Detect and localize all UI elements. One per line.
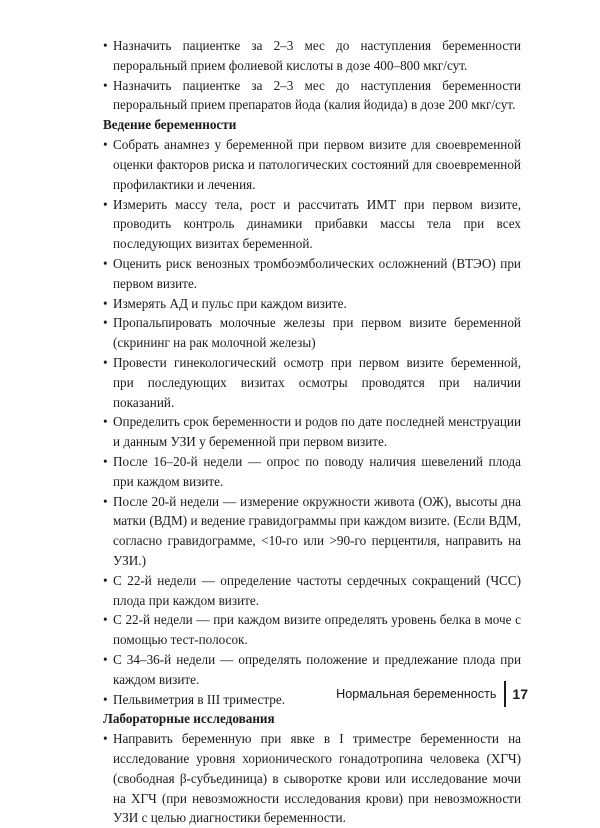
list-item: • Определить срок беременности и родов по дате последней менструации и данным УЗИ у беременной при первом визите. bbox=[103, 412, 521, 452]
list-item: • После 16–20-й недели — опрос по поводу наличия шевелений плода при каждом визите. bbox=[103, 452, 521, 492]
section-heading-lab-tests: Лабораторные исследования bbox=[103, 711, 275, 727]
list-item: • Измерять АД и пульс при каждом визите. bbox=[103, 294, 521, 314]
running-title: Нормальная беременность bbox=[336, 687, 497, 701]
list-item: • С 22-й недели — определение частоты сердечных сокращений (ЧСС) плода при каждом визите. bbox=[103, 571, 521, 611]
list-item: • С 34–36-й недели — определять положение и предлежание плода при каждом визите. bbox=[103, 650, 521, 690]
list-item: • Назначить пациентке за 2–3 мес до наступления беременности пероральный прием препаратов йода (калия йодида) в дозе 200 мкг/сут. bbox=[103, 76, 521, 116]
list-item: • Оценить риск венозных тромбоэмболических осложнений (ВТЭО) при первом визите. bbox=[103, 254, 521, 294]
list-item: • Направить беременную при явке в I триместре беременности на исследование уровня хорионического гонадотропина человека (ХГЧ) (свободная β-субъединица) в сыворотке крови или исследование мочи на ХГЧ (при невозможности исследования крови) при невозможности УЗИ с целью диагностики беременности. bbox=[103, 729, 521, 828]
page-number: 17 bbox=[512, 686, 528, 702]
intro-list bbox=[103, 36, 521, 115]
list-item: • Пельвиметрия в III триместре. bbox=[103, 690, 521, 710]
list-item: • Собрать анамнез у беременной при первом визите для своевременной оценки факторов риска и патологических состояний для своевременной профилактики и лечения. bbox=[103, 135, 521, 194]
list-item: • С 22-й недели — при каждом визите определять уровень белка в моче с помощью тест-полосок. bbox=[103, 610, 521, 650]
list-item: • Пропальпировать молочные железы при первом визите беременной (скрининг на рак молочной железы) bbox=[103, 313, 521, 353]
list-item: • Измерить массу тела, рост и рассчитать ИМТ при первом визите, проводить контроль динамики прибавки массы тела при всех последующих визитах беременной. bbox=[103, 195, 521, 254]
list-item: • Провести гинекологический осмотр при первом визите беременной, при последующих визитах осмотры проводятся при наличии показаний. bbox=[103, 353, 521, 412]
list-item: • После 20-й недели — измерение окружности живота (ОЖ), высоты дна матки (ВДМ) и ведение гравидограммы при каждом визите. (Если ВДМ, согласно гравидограмме, <10-го или >90-го перцентиля, направить на УЗИ.) bbox=[103, 492, 521, 571]
section-heading-pregnancy-management: Ведение беременности bbox=[103, 117, 237, 133]
lab-tests-list bbox=[103, 729, 521, 828]
page-footer bbox=[336, 681, 528, 707]
list-item: • Назначить пациентке за 2–3 мес до наступления беременности пероральный прием фолиевой кислоты в дозе 400–800 мкг/сут. bbox=[103, 36, 521, 76]
pregnancy-management-list bbox=[103, 135, 521, 709]
page-body bbox=[103, 36, 521, 828]
